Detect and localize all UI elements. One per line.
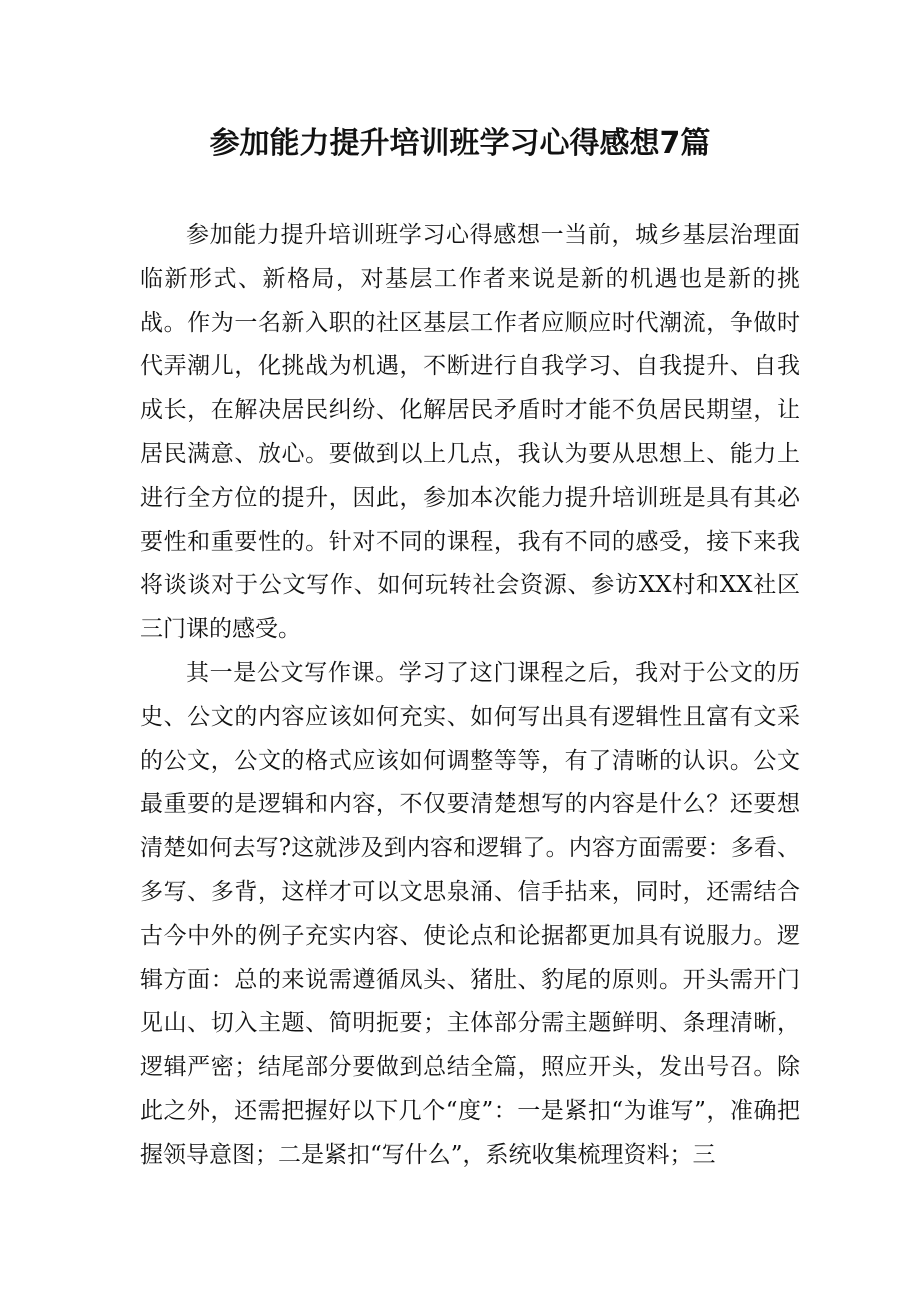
paragraph-writing-course: 其一是公文写作课。学习了这门课程之后，我对于公文的历史、公文的内容应该如何充实、如何写出具有逻辑性且富有文采的公文，公文的格式应该如何调整等等，有了清晰的认识。公文最重要的是逻辑和内容，不仅要清楚想写的内容是什么？还要想清楚如何去写?这就涉及到内容和逻辑了。内容方面需要：多看、多写、多背，这样才可以文思泉涌、信手拈来，同时，还需结合古今中外的例子充实内容、使论点和论据都更加具有说服力。逻辑方面：总的来说需遵循凤头、猪肚、豹尾的原则。开头需开门见山、切入主题、简明扼要；主体部分需主题鲜明、条理清晰，逻辑严密；结尾部分要做到总结全篇，照应开头，发出号召。除此之外，还需把握好以下几个“度”：一是紧扣“为谁写”，准确把握领导意图；二是紧扣“写什么”，系统收集梳理资料；三: [140, 659, 800, 1168]
paragraph-intro: 参加能力提升培训班学习心得感想一当前，城乡基层治理面临新形式、新格局，对基层工作者来说是新的机遇也是新的挑战。作为一名新入职的社区基层工作者应顺应时代潮流，争做时代弄潮儿，化挑战为机遇，不断进行自我学习、自我提升、自我成长，在解决居民纠纷、化解居民矛盾时才能不负居民期望，让居民满意、放心。要做到以上几点，我认为要从思想上、能力上进行全方位的提升，因此，参加本次能力提升培训班是具有其必要性和重要性的。针对不同的课程，我有不同的感受，接下来我将谈谈对于公文写作、如何玩转社会资源、参访XX村和XX社区三门课的感受。: [140, 222, 800, 643]
document-body: [140, 214, 800, 1178]
document-title: 参加能力提升培训班学习心得感想7篇: [209, 126, 711, 161]
